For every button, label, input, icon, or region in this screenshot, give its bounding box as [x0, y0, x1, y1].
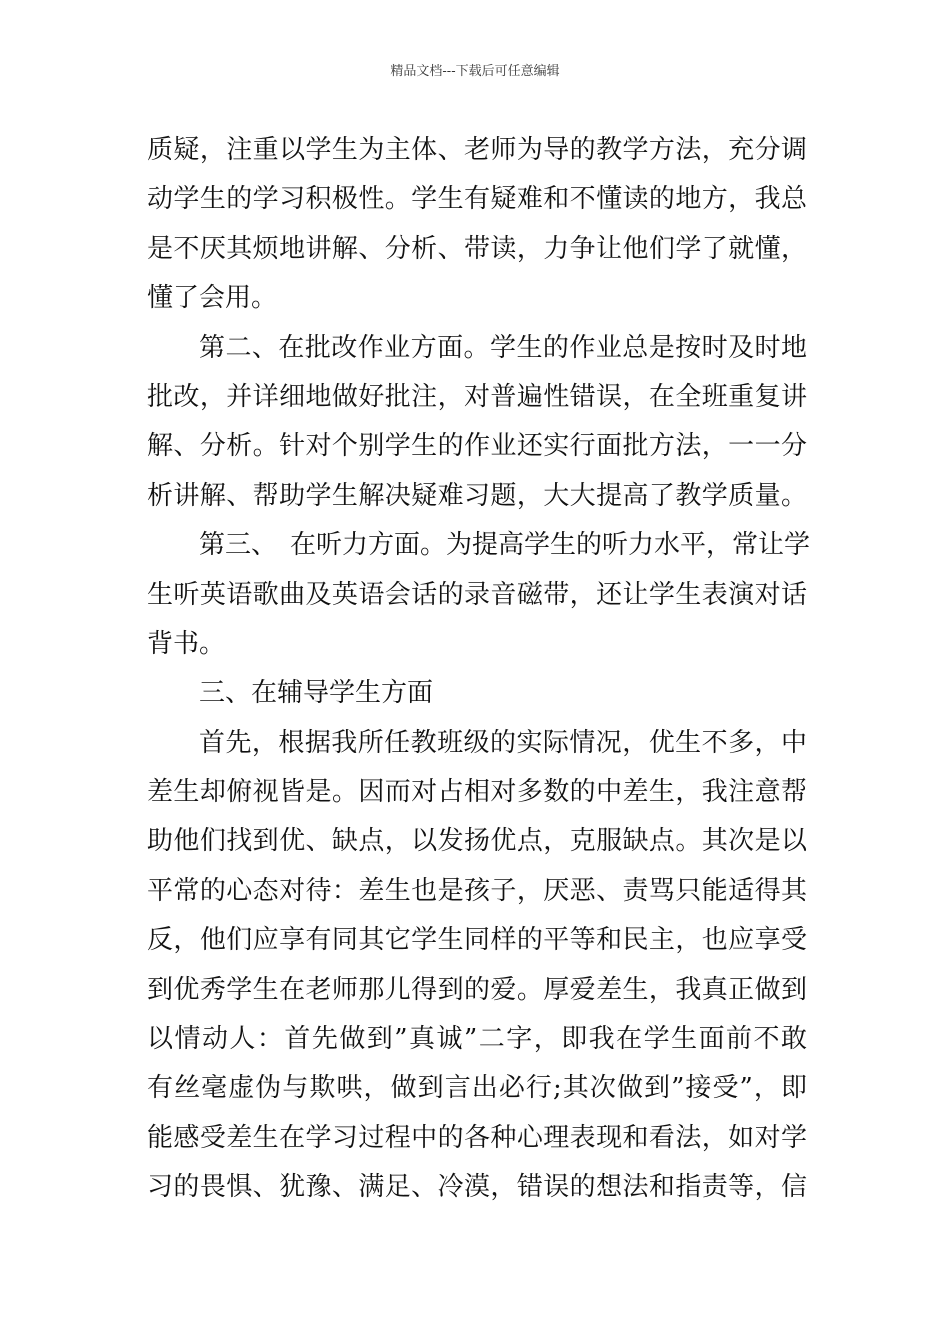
text-line: 解、分析。针对个别学生的作业还实行面批方法，一一分 [147, 431, 807, 462]
text-line: 生听英语歌曲及英语会话的录音磁带，还让学生表演对话 [147, 579, 807, 610]
text-line: 以情动人：首先做到”真诚”二字，即我在学生面前不敢 [147, 1024, 807, 1055]
text-line: 到优秀学生在老师那儿得到的爱。厚爱差生，我真正做到 [147, 974, 807, 1005]
text-line: 习的畏惧、犹豫、满足、冷漠，错误的想法和指责等，信 [147, 1172, 807, 1203]
text-line: 第二、在批改作业方面。学生的作业总是按时及时地 [199, 332, 807, 363]
text-line: 批改，并详细地做好批注，对普遍性错误，在全班重复讲 [147, 381, 807, 412]
text-line: 助他们找到优、缺点，以发扬优点，克服缺点。其次是以 [147, 826, 807, 857]
text-line: 动学生的学习积极性。学生有疑难和不懂读的地方，我总 [147, 184, 807, 215]
text-line: 差生却俯视皆是。因而对占相对多数的中差生，我注意帮 [147, 777, 807, 808]
text-line: 反，他们应享有同其它学生同样的平等和民主，也应享受 [147, 925, 807, 956]
text-line: 第三、 在听力方面。为提高学生的听力水平，常让学 [199, 530, 811, 561]
text-line: 有丝毫虚伪与欺哄，做到言出必行;其次做到”接受”，即 [147, 1073, 807, 1104]
text-line: 质疑，注重以学生为主体、老师为导的教学方法，充分调 [147, 135, 807, 165]
text-line: 能感受差生在学习过程中的各种心理表现和看法，如对学 [147, 1122, 807, 1153]
page-header: 精品文档---下载后可任意编辑 [390, 64, 560, 79]
document-body [147, 126, 811, 1213]
text-line: 析讲解、帮助学生解决疑难习题，大大提高了教学质量。 [147, 480, 807, 511]
text-line: 平常的心态对待：差生也是孩子，厌恶、责骂只能适得其 [147, 875, 807, 906]
section-heading: 三、在辅导学生方面 [199, 678, 434, 709]
text-line: 首先，根据我所任教班级的实际情况，优生不多，中 [199, 727, 807, 758]
text-line: 是不厌其烦地讲解、分析、带读，力争让他们学了就懂， [147, 233, 807, 264]
text-line: 背书。 [147, 628, 226, 659]
text-line: 懂了会用。 [147, 283, 278, 314]
